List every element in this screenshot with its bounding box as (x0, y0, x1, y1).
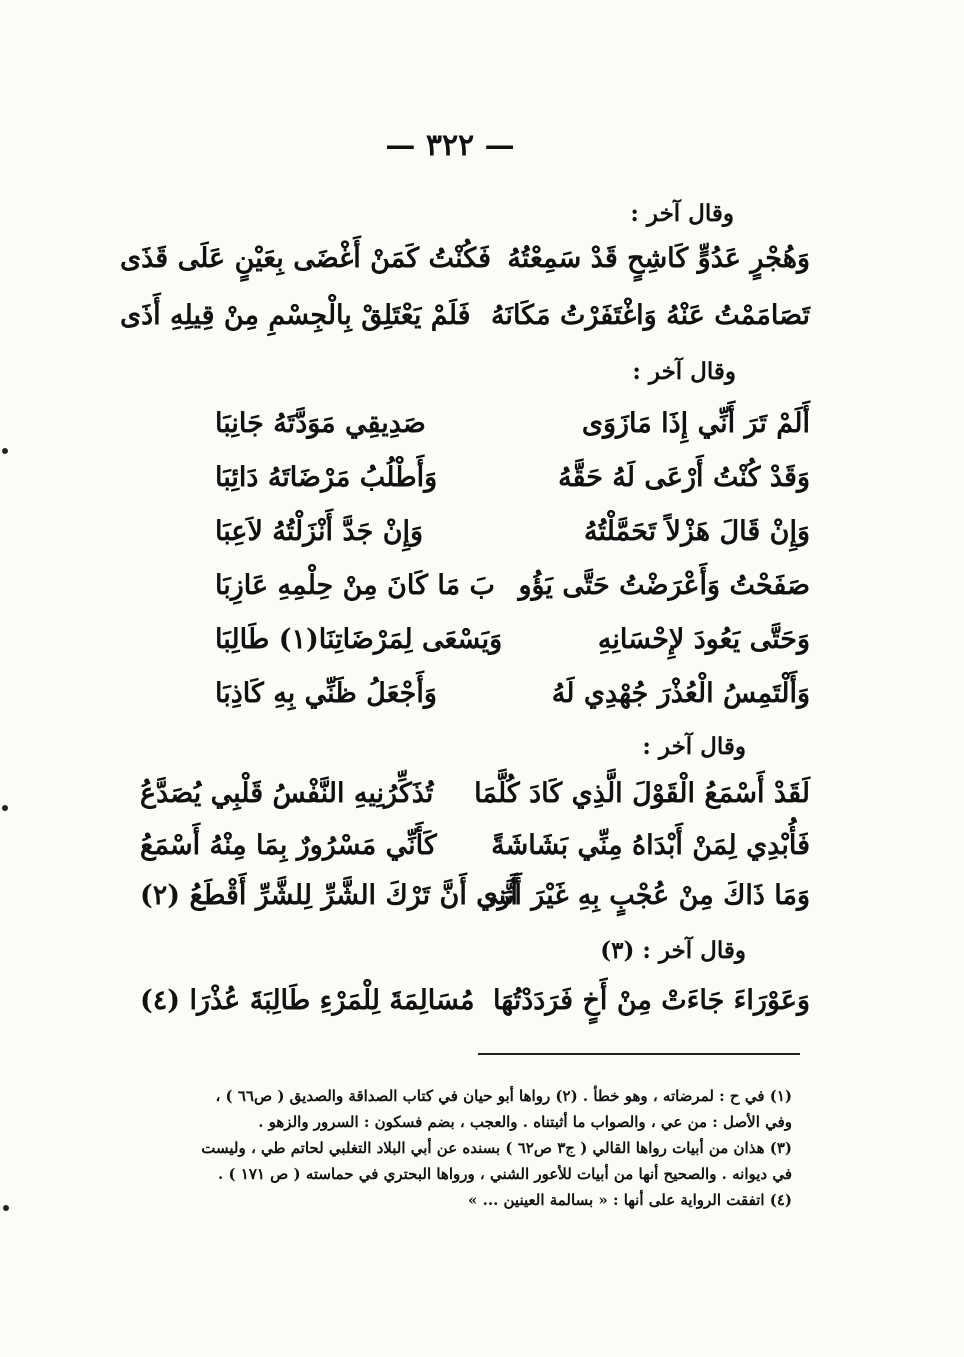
verse-second-hemistich: مُسَالِمَةَ لِلْمَرْءِ طَالِبَةَ عُذْرَا (٤) (140, 985, 475, 1016)
verse-first-hemistich: تَصَامَمْتُ عَنْهُ وَاغْتَفَرْتُ مَكَانَهُ (490, 300, 810, 331)
section-heading: وقال آخر : (642, 733, 746, 760)
verse-line (120, 778, 810, 824)
section-heading: وقال آخر : (٣) (600, 937, 746, 964)
verse-first-hemistich: أَلَمْ تَرَ أَنِّي إِذَا مَازَوَى (581, 408, 810, 439)
footnote-line: وفي الأصل : من عي ، والصواب ما أثبتناه . والعجب ، بضم فسكون : السرور والزهو . (258, 1113, 792, 1131)
verse-second-hemistich: فَلَمْ يَعْتَلِقْ بِالْجِسْمِ مِنْ قِيلِهِ أَذَى (120, 300, 471, 331)
verse-second-hemistich: وَيَسْعَى لِمَرْضَاتِنَا(١) طَالِبَا (215, 624, 503, 655)
verse-line (120, 880, 810, 926)
verse-first-hemistich: وَعَوْرَاءَ جَاءَتْ مِنْ أَخٍ فَرَدَدْتُهَا (493, 985, 810, 1016)
verse-line (120, 243, 810, 289)
verse-first-hemistich: وَإِنْ قَالَ هَزْلاً تَحَمَّلْتُهُ (584, 516, 810, 547)
verse-second-hemistich: فَكُنْتُ كَمَنْ أَغْضَى بِعَيْنٍ عَلَى قَذَى (120, 243, 492, 274)
scan-speck (3, 1205, 9, 1211)
verse-second-hemistich: تُذَكِّرُنِيهِ النَّفْسُ قَلْبِي يُصَدَّعُ (140, 778, 434, 809)
verse-second-hemistich: وَأَجْعَلُ ظَنِّي بِهِ كَاذِبَا (215, 678, 437, 709)
verse-line (120, 516, 810, 562)
verse-first-hemistich: لَقَدْ أَسْمَعُ الْقَوْلَ الَّذِي كَادَ كُلَّمَا (474, 778, 810, 809)
verse-second-hemistich: وَأَطْلُبُ مَرْضَاتَهُ دَائِبَا (215, 462, 438, 493)
verse-line (120, 985, 810, 1031)
verse-second-hemistich: صَدِيقِي مَوَدَّتَهُ جَانِبَا (215, 408, 426, 439)
verse-first-hemistich: وَأَلْتَمِسُ الْعُذْرَ جُهْدِي لَهُ (551, 678, 810, 709)
verse-line (120, 830, 810, 876)
verse-first-hemistich: فَأُبْدِي لِمَنْ أَبْدَاهُ مِنِّي بَشَاشَةً (491, 830, 810, 861)
scan-speck (2, 448, 8, 454)
verse-line (120, 624, 810, 670)
section-heading: وقال آخر : (632, 358, 736, 385)
section-heading: وقال آخر : (630, 200, 734, 227)
verse-first-hemistich: صَفَحْتُ وَأَعْرَضْتُ حَتَّى يَؤُو (518, 570, 810, 601)
scan-speck (2, 805, 8, 811)
footnote-line: (٤) اتفقت الرواية على أنها : « بسالمة العينين ... » (468, 1191, 792, 1209)
footnotes (150, 1083, 792, 1213)
page-number: — ٣٢٢ — (385, 128, 515, 163)
footnote-line: (١) في ح : لمرضاته ، وهو خطأ . (٢) رواها أبو حيان في كتاب الصداقة والصديق ( ص٦٦ ) ، (215, 1087, 792, 1105)
verse-first-hemistich: وَحَتَّى يَعُودَ لإِحْسَانِهِ (597, 624, 810, 655)
verse-line (120, 570, 810, 616)
verse-first-hemistich: وَمَا ذَاكَ مِنْ عُجْبٍ بِهِ غَيْرَ أَنَّنِي (476, 880, 810, 911)
verse-second-hemistich: بَ مَا كَانَ مِنْ حِلْمِهِ عَازِبَا (215, 570, 495, 601)
footnote-line: في ديوانه . والصحيح أنها من أبيات للأعور الشني ، ورواها البحتري في حماسته ( ص ١٧١ ) . (218, 1165, 792, 1183)
footnote-divider (478, 1053, 800, 1055)
verse-second-hemistich: أَرَى أَنَّ تَرْكَ الشَّرِّ لِلشَّرِّ أَقْطَعُ (٢) (140, 880, 518, 911)
verse-first-hemistich: وَقَدْ كُنْتُ أَرْعَى لَهُ حَقَّهُ (558, 462, 810, 493)
verse-line (120, 408, 810, 454)
verse-first-hemistich: وَهُجْرٍ عَدُوٍّ كَاشِحٍ قَدْ سَمِعْتُهُ (507, 243, 810, 274)
verse-line (120, 462, 810, 508)
verse-line (120, 300, 810, 346)
verse-second-hemistich: كَأَنِّي مَسْرُورٌ بِمَا مِنْهُ أَسْمَعُ (140, 830, 437, 861)
verse-line (120, 678, 810, 724)
verse-second-hemistich: وَإِنْ جَدَّ أَنْزَلْتُهُ لاَعِبَا (215, 516, 424, 547)
footnote-line: (٣) هذان من أبيات رواها القالي ( ج٣ ص٦٢ ) بسنده عن أبي البلاد التغلبي لحاتم طي ، وليست (201, 1139, 792, 1157)
